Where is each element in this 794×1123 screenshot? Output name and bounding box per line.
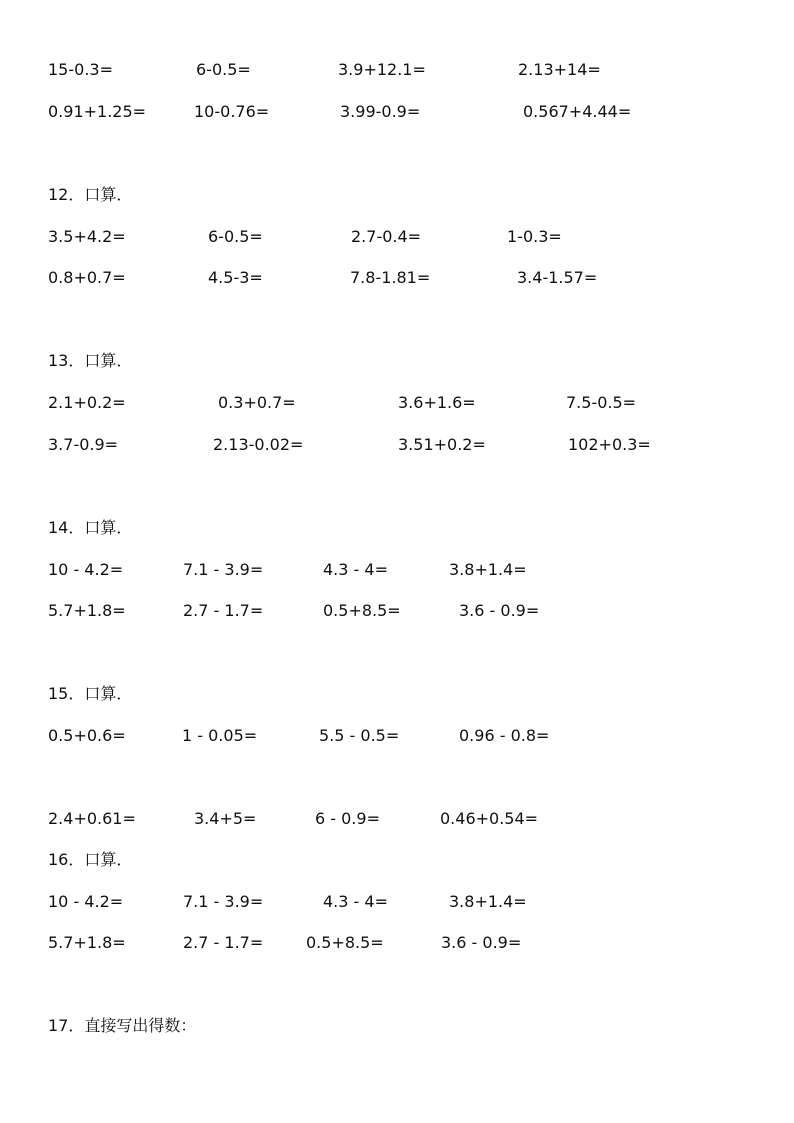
- expression-item: 0.567+4.44=: [523, 102, 632, 121]
- expression-item: 2.7-0.4=: [351, 227, 422, 246]
- expression-item: 10 - 4.2=: [48, 560, 124, 579]
- section-heading: 14．口算．: [48, 518, 133, 537]
- expression-item: 0.91+1.25=: [48, 102, 147, 121]
- expression-item: 0.3+0.7=: [218, 393, 296, 412]
- expression-item: 5.7+1.8=: [48, 601, 126, 620]
- expression-item: 1 - 0.05=: [182, 726, 258, 745]
- expression-item: 3.4+5=: [194, 809, 257, 828]
- expression-item: 4.3 - 4=: [323, 892, 388, 911]
- section-heading: 15．口算．: [48, 684, 133, 703]
- expression-item: 0.96 - 0.8=: [459, 726, 550, 745]
- expression-item: 6-0.5=: [196, 60, 251, 79]
- expression-item: 6-0.5=: [208, 227, 263, 246]
- expression-item: 7.8-1.81=: [350, 268, 431, 287]
- expression-item: 102+0.3=: [568, 435, 651, 454]
- expression-item: 7.1 - 3.9=: [183, 560, 264, 579]
- expression-item: 3.6 - 0.9=: [441, 933, 522, 952]
- expression-item: 4.3 - 4=: [323, 560, 388, 579]
- expression-item: 0.8+0.7=: [48, 268, 126, 287]
- expression-item: 3.8+1.4=: [449, 892, 527, 911]
- expression-item: 4.5-3=: [208, 268, 263, 287]
- expression-item: 0.5+8.5=: [323, 601, 401, 620]
- expression-item: 0.5+8.5=: [306, 933, 384, 952]
- section-heading: 13．口算．: [48, 351, 133, 370]
- expression-item: 3.6 - 0.9=: [459, 601, 540, 620]
- expression-item: 2.1+0.2=: [48, 393, 126, 412]
- expression-item: 3.7-0.9=: [48, 435, 119, 454]
- expression-item: 2.7 - 1.7=: [183, 933, 264, 952]
- section-heading: 16．口算．: [48, 850, 133, 869]
- expression-item: 10 - 4.2=: [48, 892, 124, 911]
- section-heading: 17．直接写出得数：: [48, 1016, 197, 1035]
- expression-item: 5.7+1.8=: [48, 933, 126, 952]
- expression-item: 0.5+0.6=: [48, 726, 126, 745]
- expression-item: 0.46+0.54=: [440, 809, 539, 828]
- expression-item: 3.99-0.9=: [340, 102, 421, 121]
- expression-item: 7.5-0.5=: [566, 393, 637, 412]
- expression-item: 3.6+1.6=: [398, 393, 476, 412]
- expression-item: 3.4-1.57=: [517, 268, 598, 287]
- expression-item: 2.13+14=: [518, 60, 601, 79]
- section-heading: 12．口算．: [48, 185, 133, 204]
- expression-item: 10-0.76=: [194, 102, 270, 121]
- expression-item: 3.51+0.2=: [398, 435, 486, 454]
- expression-item: 6 - 0.9=: [315, 809, 380, 828]
- expression-item: 3.5+4.2=: [48, 227, 126, 246]
- expression-item: 15-0.3=: [48, 60, 113, 79]
- expression-item: 7.1 - 3.9=: [183, 892, 264, 911]
- expression-item: 5.5 - 0.5=: [319, 726, 400, 745]
- expression-item: 2.13-0.02=: [213, 435, 304, 454]
- expression-item: 1-0.3=: [507, 227, 562, 246]
- expression-item: 2.7 - 1.7=: [183, 601, 264, 620]
- expression-item: 2.4+0.61=: [48, 809, 136, 828]
- expression-item: 3.8+1.4=: [449, 560, 527, 579]
- expression-item: 3.9+12.1=: [338, 60, 426, 79]
